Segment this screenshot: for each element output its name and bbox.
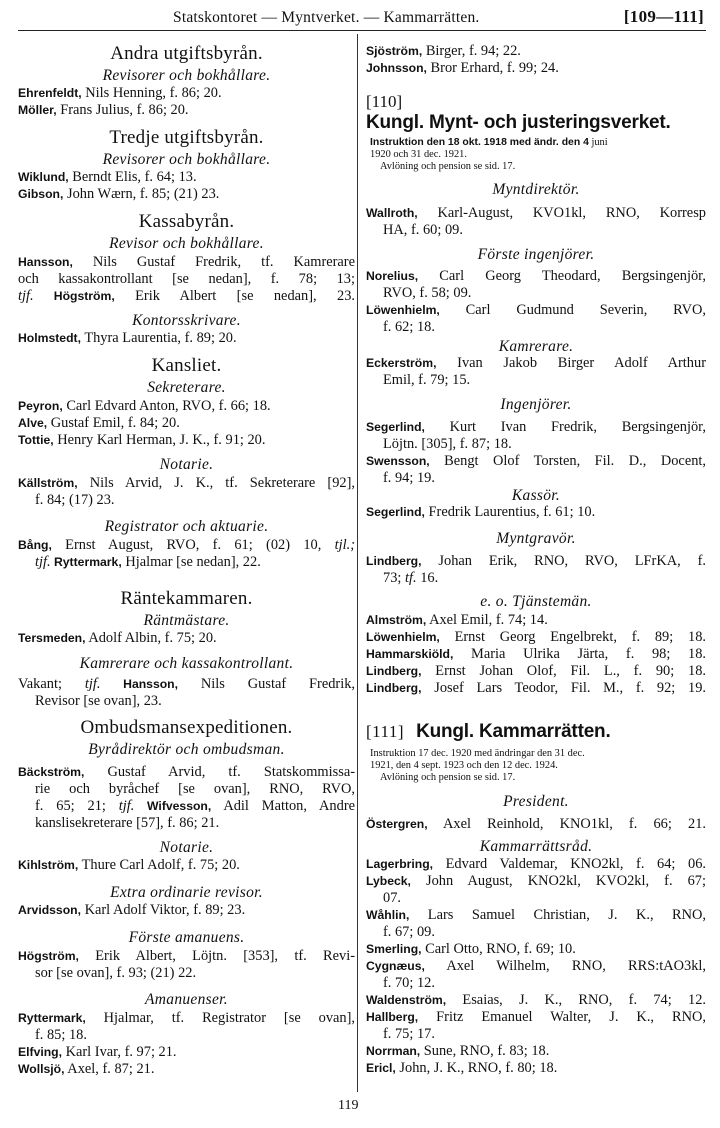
- surname: Wallroth,: [366, 206, 418, 220]
- surname: Swensson,: [366, 454, 430, 468]
- entry-line: Lybeck, John August, KNO2kl, KVO2kl, f. 67;: [366, 873, 706, 889]
- entry-line: f. 67; 09.: [383, 924, 435, 940]
- surname: Lindberg,: [366, 681, 422, 695]
- surname: Eckerström,: [366, 356, 437, 370]
- surname: Ryttermark,: [50, 555, 122, 569]
- surname: Norrman,: [366, 1044, 421, 1058]
- instruction-note: 1921, den 4 sept. 1923 och den 12 dec. 1924.: [370, 760, 558, 771]
- surname: Källström,: [18, 476, 78, 490]
- section-number: [110]: [366, 92, 403, 111]
- entry-line: Tottie, Henry Karl Herman, J. K., f. 91; 20.: [18, 432, 266, 448]
- entry-line: f. 85; 18.: [35, 1027, 87, 1043]
- role-heading: Kammarrättsråd.: [479, 838, 593, 855]
- surname: Hammarskiöld,: [366, 647, 454, 661]
- entry-line: Eckerström, Ivan Jakob Birger Adolf Arthur: [366, 355, 706, 371]
- entry-line: Kihlström, Thure Carl Adolf, f. 75; 20.: [18, 857, 240, 873]
- section-title: Räntekammaren.: [120, 588, 253, 609]
- role-heading: Byrådirektör och ombudsman.: [88, 741, 285, 758]
- entry-line: tjf. Högström, Erik Albert [se nedan], 23.: [18, 288, 355, 304]
- section-title: Kungl. Mynt- och justeringsverket.: [366, 112, 671, 133]
- surname: Elfving,: [18, 1045, 63, 1059]
- surname: Segerlind,: [366, 505, 425, 519]
- surname: Wiklund,: [18, 170, 69, 184]
- role-heading: Revisorer och bokhållare.: [102, 151, 271, 168]
- surname: Högström,: [33, 289, 115, 303]
- surname: Lindberg,: [366, 554, 422, 568]
- role-heading: Myntgravör.: [496, 530, 576, 547]
- entry-line: 73; tf. 16.: [383, 570, 439, 586]
- surname: Bäckström,: [18, 765, 85, 779]
- surname: Hansson,: [100, 677, 178, 691]
- surname: Ryttermark,: [18, 1011, 86, 1025]
- entry-line: f. 70; 12.: [383, 975, 435, 991]
- entry-line: Lindberg, Ernst Johan Olof, Fil. L., f. 90; 18.: [366, 663, 706, 679]
- surname: Sjöström,: [366, 44, 423, 58]
- role-heading: Räntmästare.: [143, 612, 230, 629]
- entry-line: Ehrenfeldt, Nils Henning, f. 86; 20.: [18, 85, 222, 101]
- entry-line: f. 62; 18.: [383, 319, 435, 335]
- surname: Cygnæus,: [366, 959, 425, 973]
- entry-line: Gibson, John Wærn, f. 85; (21) 23.: [18, 186, 220, 202]
- entry-line: Wollsjö, Axel, f. 87; 21.: [18, 1061, 155, 1077]
- entry-line: Holmstedt, Thyra Laurentia, f. 89; 20.: [18, 330, 237, 346]
- entry-line: Swensson, Bengt Olof Torsten, Fil. D., Docent,: [366, 453, 706, 469]
- entry-line: Bäckström, Gustaf Arvid, tf. Statskommissa-: [18, 764, 355, 780]
- entry-line: Hammarskiöld, Maria Ulrika Järta, f. 98; 18.: [366, 646, 706, 662]
- section-title: Ombudsmansexpeditionen.: [80, 717, 293, 738]
- entry-line: Löwenhielm, Ernst Georg Engelbrekt, f. 89; 18.: [366, 629, 706, 645]
- entry-line: Revisor [se ovan], 23.: [35, 693, 162, 709]
- role-heading: Kamrerare.: [498, 338, 574, 355]
- instruction-note: Instruktion 17 dec. 1920 med ändringar den 31 dec.: [370, 748, 585, 759]
- surname: Lybeck,: [366, 874, 411, 888]
- surname: Waldenström,: [366, 993, 447, 1007]
- entry-line: Möller, Frans Julius, f. 86; 20.: [18, 102, 189, 118]
- surname: Hansson,: [18, 255, 73, 269]
- surname: Ericl,: [366, 1061, 396, 1075]
- entry-line: Wallroth, Karl-August, KVO1kl, RNO, Korresp: [366, 205, 706, 221]
- entry-line: Waldenström, Esaias, J. K., RNO, f. 74; 12.: [366, 992, 706, 1008]
- surname: Kihlström,: [18, 858, 79, 872]
- section-title: Kungl. Kammarrätten.: [416, 721, 611, 742]
- instruction-note: Avlöning och pension se sid. 17.: [380, 161, 516, 172]
- section-title: Andra utgiftsbyrån.: [110, 43, 263, 64]
- entry-line: Hallberg, Fritz Emanuel Walter, J. K., RNO,: [366, 1009, 706, 1025]
- role-heading: Kamrerare och kassakontrollant.: [79, 655, 294, 672]
- entry-line: Lindberg, Johan Erik, RNO, RVO, LFrKA, f.: [366, 553, 706, 569]
- header-title: Statskontoret — Myntverket. — Kammarrätten.: [173, 9, 480, 26]
- surname: Wollsjö,: [18, 1062, 65, 1076]
- surname: Hallberg,: [366, 1010, 419, 1024]
- surname: Wåhlin,: [366, 908, 410, 922]
- entry-line: sor [se ovan], f. 93; (21) 22.: [35, 965, 197, 981]
- surname: Norelius,: [366, 269, 419, 283]
- entry-line: Hansson, Nils Gustaf Fredrik, tf. Kamrerare: [18, 254, 355, 270]
- entry-line: Wåhlin, Lars Samuel Christian, J. K., RNO,: [366, 907, 706, 923]
- entry-line: f. 65; 21; tjf. Wifvesson, Adil Matton, Andre: [35, 798, 355, 814]
- role-heading: Revisorer och bokhållare.: [102, 67, 271, 84]
- entry-line: Almström, Axel Emil, f. 74; 14.: [366, 612, 548, 628]
- entry-line: Johnsson, Bror Erhard, f. 99; 24.: [366, 60, 559, 76]
- surname: Östergren,: [366, 817, 428, 831]
- surname: Peyron,: [18, 399, 63, 413]
- surname: Lagerbring,: [366, 857, 434, 871]
- running-header: [18, 4, 706, 31]
- entry-line: Lagerbring, Edvard Valdemar, KNO2kl, f. 64; 06.: [366, 856, 706, 872]
- surname: Löwenhielm,: [366, 630, 440, 644]
- role-heading: Ingenjörer.: [500, 396, 572, 413]
- entry-line: Löjtn. [305], f. 87; 18.: [383, 436, 512, 452]
- role-heading: Revisor och bokhållare.: [109, 235, 264, 252]
- entry-line: RVO, f. 58; 09.: [383, 285, 472, 301]
- surname: Segerlind,: [366, 420, 425, 434]
- entry-line: och kassakontrollant [se nedan], f. 78; 13;: [18, 271, 355, 287]
- surname: Lindberg,: [366, 664, 422, 678]
- column-rule: [357, 34, 358, 1092]
- entry-line: Segerlind, Fredrik Laurentius, f. 61; 10.: [366, 504, 596, 520]
- role-heading: Amanuenser.: [145, 991, 228, 1008]
- entry-line: Vakant; tjf. Hansson, Nils Gustaf Fredrik,: [18, 676, 355, 692]
- entry-line: Peyron, Carl Edvard Anton, RVO, f. 66; 18.: [18, 398, 271, 414]
- entry-line: Löwenhielm, Carl Gudmund Severin, RVO,: [366, 302, 706, 318]
- surname: Wifvesson,: [134, 799, 212, 813]
- role-heading: Extra ordinarie revisor.: [110, 884, 263, 901]
- instruction-note: Avlöning och pension se sid. 17.: [380, 772, 516, 783]
- surname: Tottie,: [18, 433, 54, 447]
- entry-line: Ericl, John, J. K., RNO, f. 80; 18.: [366, 1060, 558, 1076]
- surname: Ehrenfeldt,: [18, 86, 82, 100]
- header-page-range: [109—111]: [623, 7, 704, 26]
- surname: Gibson,: [18, 187, 64, 201]
- entry-line: Arvidsson, Karl Adolf Viktor, f. 89; 23.: [18, 902, 246, 918]
- surname: Johnsson,: [366, 61, 427, 75]
- role-heading: Myntdirektör.: [492, 181, 580, 198]
- entry-line: Bång, Ernst August, RVO, f. 61; (02) 10, tjl.;: [18, 537, 355, 553]
- role-heading: Förste ingenjörer.: [477, 246, 595, 263]
- section-number: [111]: [366, 722, 405, 741]
- entry-line: Wiklund, Berndt Elis, f. 64; 13.: [18, 169, 197, 185]
- surname: Högström,: [18, 949, 79, 963]
- entry-line: HA, f. 60; 09.: [383, 222, 463, 238]
- surname: Tersmeden,: [18, 631, 86, 645]
- entry-line: Smerling, Carl Otto, RNO, f. 69; 10.: [366, 941, 576, 957]
- role-heading: Kassör.: [511, 487, 561, 504]
- entry-line: Segerlind, Kurt Ivan Fredrik, Bergsingenjör,: [366, 419, 706, 435]
- entry-line: Norrman, Sune, RNO, f. 83; 18.: [366, 1043, 550, 1059]
- surname: Bång,: [18, 538, 52, 552]
- page-number: 119: [338, 1098, 359, 1113]
- surname: Almström,: [366, 613, 427, 627]
- role-heading: Registrator och aktuarie.: [104, 518, 269, 535]
- entry-line: Lindberg, Josef Lars Teodor, Fil. M., f. 92; 19.: [366, 680, 706, 696]
- role-heading: Förste amanuens.: [128, 929, 245, 946]
- section-title: Tredje utgiftsbyrån.: [109, 127, 264, 148]
- entry-line: Sjöström, Birger, f. 94; 22.: [366, 43, 521, 59]
- surname: Holmstedt,: [18, 331, 81, 345]
- entry-line: Östergren, Axel Reinhold, KNO1kl, f. 66; 21.: [366, 816, 706, 832]
- entry-line: tjf. Ryttermark, Hjalmar [se nedan], 22.: [35, 554, 261, 570]
- entry-line: kanslisekreterare [57], f. 86; 21.: [35, 815, 220, 831]
- role-heading: Sekreterare.: [147, 379, 226, 396]
- surname: Smerling,: [366, 942, 422, 956]
- role-heading: e. o. Tjänstemän.: [480, 593, 592, 610]
- entry-line: f. 75; 17.: [383, 1026, 435, 1042]
- entry-line: Tersmeden, Adolf Albin, f. 75; 20.: [18, 630, 217, 646]
- role-heading: Notarie.: [159, 456, 214, 473]
- role-heading: President.: [503, 793, 569, 810]
- section-title: Kansliet.: [151, 355, 222, 376]
- entry-line: Källström, Nils Arvid, J. K., tf. Sekreterare [92],: [18, 475, 355, 491]
- section-heading: [366, 720, 706, 745]
- entry-line: Cygnæus, Axel Wilhelm, RNO, RRS:tAO3kl,: [366, 958, 706, 974]
- role-heading: Kontorsskrivare.: [132, 312, 241, 329]
- entry-line: Alve, Gustaf Emil, f. 84; 20.: [18, 415, 180, 431]
- entry-line: Högström, Erik Albert, Löjtn. [353], tf. Revi-: [18, 948, 355, 964]
- entry-line: Emil, f. 79; 15.: [383, 372, 471, 388]
- surname: Arvidsson,: [18, 903, 81, 917]
- entry-line: rie och byråchef [se ovan], RNO, RVO,: [35, 781, 355, 797]
- section-title: Kassabyrån.: [138, 211, 235, 232]
- entry-line: f. 94; 19.: [383, 470, 435, 486]
- instruction-note: Instruktion den 18 okt. 1918 med ändr. den 4 juni: [370, 137, 608, 148]
- entry-line: Ryttermark, Hjalmar, tf. Registrator [se ovan],: [18, 1010, 355, 1026]
- entry-line: Norelius, Carl Georg Theodard, Bergsingenjör,: [366, 268, 706, 284]
- surname: Löwenhielm,: [366, 303, 440, 317]
- instruction-note: 1920 och 31 dec. 1921.: [370, 149, 467, 160]
- entry-line: f. 84; (17) 23.: [35, 492, 115, 508]
- surname: Möller,: [18, 103, 57, 117]
- role-heading: Notarie.: [159, 839, 214, 856]
- entry-line: 07.: [383, 890, 401, 906]
- entry-line: Elfving, Karl Ivar, f. 97; 21.: [18, 1044, 177, 1060]
- surname: Alve,: [18, 416, 48, 430]
